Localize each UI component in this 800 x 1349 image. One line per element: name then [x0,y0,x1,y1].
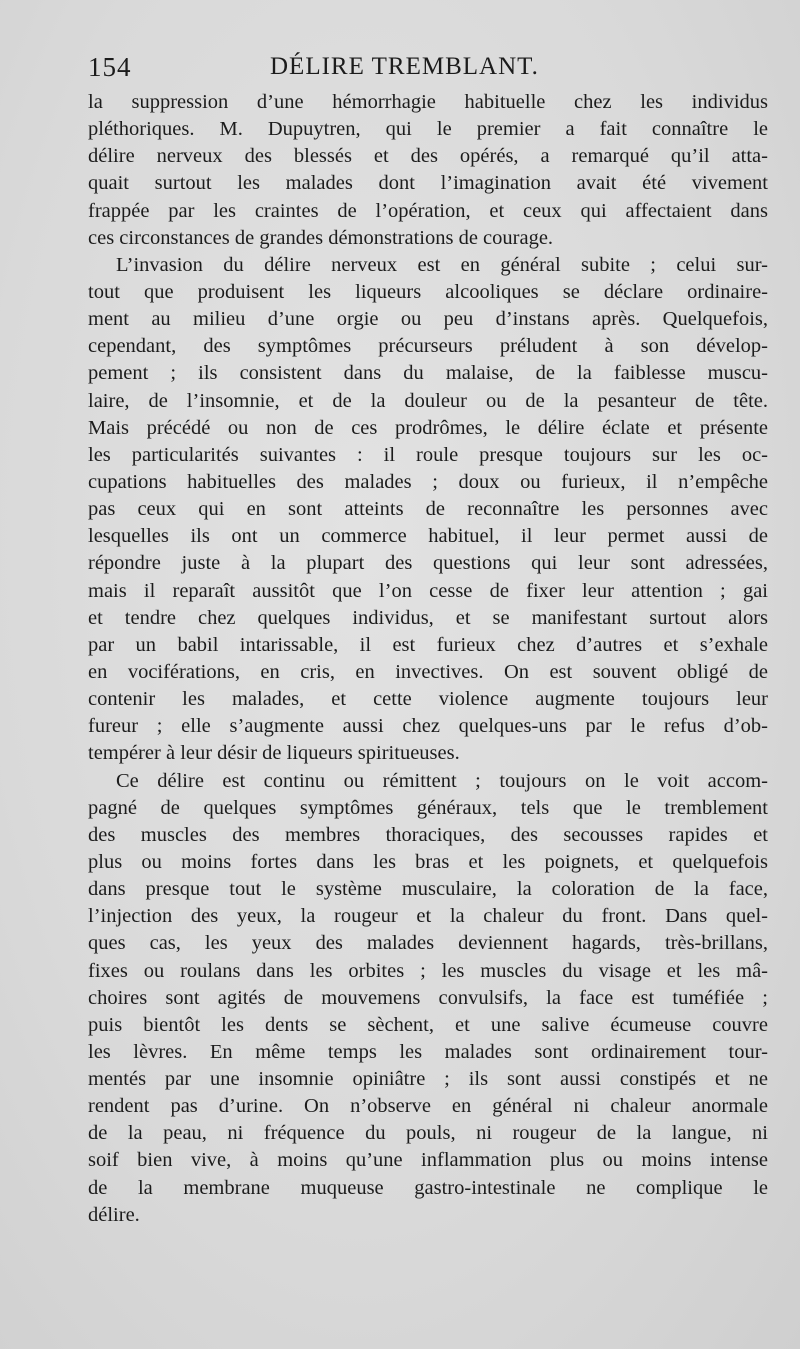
text-line: délire. [88,1203,140,1226]
text-line: tout que produisent les liqueurs alcooliques se déclare ordinaire- [88,280,768,303]
text-line: pas ceux qui en sont atteints de reconnaître les personnes avec [88,498,768,521]
text-line: lesquelles ils ont un commerce habituel, il leur permet aussi de [88,525,768,548]
paragraph-1 [88,89,768,252]
text-line: pement ; ils consistent dans du malaise, de la faiblesse muscu- [88,362,768,385]
text-line: plus ou moins fortes dans les bras et les poignets, et quelquefois [88,850,768,873]
text-line: mentés par une insomnie opiniâtre ; ils sont aussi constipés et ne [88,1068,768,1091]
text-line: et tendre chez quelques individus, et se manifestant surtout alors [88,606,768,629]
text-line: en vociférations, en cris, en invectives. On est souvent obligé de [88,660,768,683]
text-line: par un babil intarissable, il est furieux chez d’autres et s’exhale [88,633,768,656]
text-line: dans presque tout le système musculaire, la coloration de la face, [88,878,768,901]
text-line: délire nerveux des blessés et des opérés, a remarqué qu’il atta- [88,145,768,168]
text-line: puis bientôt les dents se sèchent, et une salive écumeuse couvre [88,1013,768,1036]
text-line: soif bien vive, à moins qu’une inflammation plus ou moins intense [88,1149,768,1172]
page-header [88,52,768,88]
text-line: ques cas, les yeux des malades deviennent hagards, très-brillans, [88,932,768,955]
text-line: cupations habituelles des malades ; doux ou furieux, il n’empêche [88,470,768,493]
text-line: L’invasion du délire nerveux est en général subite ; celui sur- [116,253,768,276]
body-text [88,89,768,1229]
text-line: choires sont agités de mouvemens convulsifs, la face est tuméfiée ; [88,986,768,1009]
text-line: laire, de l’insomnie, et de la douleur ou de la pesanteur de tête. [88,389,768,412]
text-line: de la peau, ni fréquence du pouls, ni rougeur de la langue, ni [88,1122,768,1145]
text-line: l’injection des yeux, la rougeur et la chaleur du front. Dans quel- [88,905,768,928]
text-line: la suppression d’une hémorrhagie habituelle chez les individus [88,91,768,113]
text-line: pagné de quelques symptômes généraux, tels que le tremblement [88,796,768,819]
text-line: frappée par les craintes de l’opération, et ceux qui affectaient dans [88,199,768,222]
text-line: pléthoriques. M. Dupuytren, qui le premier a fait connaître le [88,118,768,141]
text-line: Mais précédé ou non de ces prodrômes, le délire éclate et présente [88,416,768,439]
text-line: fureur ; elle s’augmente aussi chez quelques-uns par le refus d’ob- [88,715,768,738]
text-line: de la membrane muqueuse gastro-intestinale ne complique le [88,1176,768,1199]
paragraph-2 [88,252,768,768]
page-number: 154 [88,52,132,82]
text-line: ces circonstances de grandes démonstrations de courage. [88,226,554,249]
text-line: les particularités suivantes : il roule presque toujours sur les oc- [88,443,768,466]
text-line: quait surtout les malades dont l’imagination avait été vivement [88,172,768,195]
text-line: contenir les malades, et cette violence augmente toujours leur [88,688,768,711]
text-line: tempérer à leur désir de liqueurs spiritueuses. [88,742,460,765]
text-line: répondre juste à la plupart des questions qui leur sont adressées, [88,552,768,575]
paragraph-3 [88,768,768,1229]
text-line: les lèvres. En même temps les malades sont ordinairement tour- [88,1040,768,1063]
text-line: Ce délire est continu ou rémittent ; toujours on le voit accom- [116,769,768,792]
running-title: DÉLIRE TREMBLANT. [270,53,539,80]
text-line: cependant, des symptômes précurseurs préludent à son dévelop- [88,335,768,358]
text-line: fixes ou roulans dans les orbites ; les muscles du visage et les mâ- [88,959,768,982]
text-line: mais il reparaît aussitôt que l’on cesse de fixer leur attention ; gai [88,579,768,602]
text-line: rendent pas d’urine. On n’observe en général ni chaleur anormale [88,1095,768,1118]
text-line: des muscles des membres thoraciques, des secousses rapides et [88,823,768,846]
text-line: ment au milieu d’une orgie ou peu d’instans après. Quelquefois, [88,308,768,331]
